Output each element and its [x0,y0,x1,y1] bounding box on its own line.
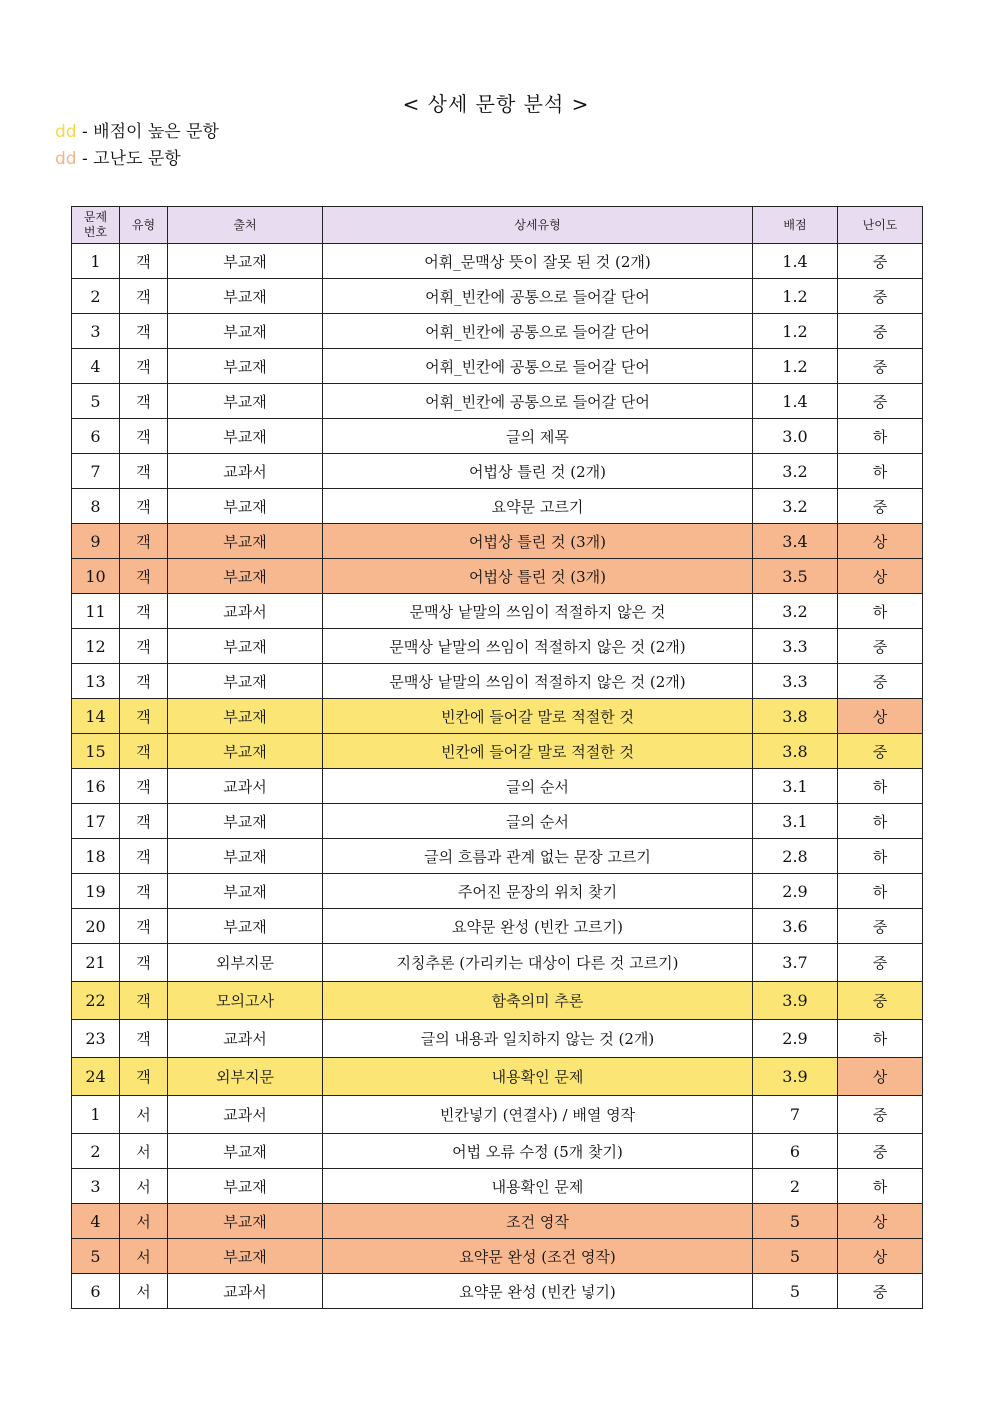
table-row [72,559,923,594]
cell-question-number: 19 [72,874,120,909]
cell-type: 객 [120,559,168,594]
cell-score: 2.8 [753,839,838,874]
cell-source: 모의고사 [168,982,323,1020]
cell-type: 서 [120,1204,168,1239]
cell-question-number: 17 [72,804,120,839]
cell-score: 5 [753,1204,838,1239]
cell-question-number: 15 [72,734,120,769]
cell-difficulty: 중 [838,909,923,944]
cell-detail-type: 글의 흐름과 관계 없는 문장 고르기 [323,839,753,874]
cell-question-number: 22 [72,982,120,1020]
cell-source: 부교재 [168,839,323,874]
cell-question-number: 20 [72,909,120,944]
cell-score: 3.9 [753,982,838,1020]
cell-question-number: 3 [72,314,120,349]
cell-detail-type: 지칭추론 (가리키는 대상이 다른 것 고르기) [323,944,753,982]
legend-text-high-score: - 배점이 높은 문항 [76,122,219,142]
cell-source: 교과서 [168,1020,323,1058]
header-detail-type: 상세유형 [323,207,753,244]
table-row [72,244,923,279]
cell-score: 5 [753,1239,838,1274]
cell-source: 교과서 [168,1274,323,1309]
cell-type: 객 [120,1058,168,1096]
cell-question-number: 16 [72,769,120,804]
cell-detail-type: 빈칸넣기 (연결사) / 배열 영작 [323,1096,753,1134]
cell-difficulty: 하 [838,1020,923,1058]
cell-difficulty: 중 [838,982,923,1020]
table-row [72,1020,923,1058]
table-row [72,944,923,982]
table-row [72,1204,923,1239]
table-row [72,1134,923,1169]
cell-score: 1.2 [753,279,838,314]
cell-detail-type: 빈칸에 들어갈 말로 적절한 것 [323,734,753,769]
cell-type: 객 [120,769,168,804]
cell-question-number: 10 [72,559,120,594]
table-row [72,314,923,349]
cell-detail-type: 문맥상 낱말의 쓰임이 적절하지 않은 것 [323,594,753,629]
cell-type: 서 [120,1169,168,1204]
header-score: 배점 [753,207,838,244]
table-body [72,244,923,1309]
cell-source: 부교재 [168,279,323,314]
cell-difficulty: 상 [838,1204,923,1239]
cell-type: 객 [120,909,168,944]
header-difficulty: 난이도 [838,207,923,244]
table-row [72,699,923,734]
table-row [72,1274,923,1309]
cell-difficulty: 중 [838,384,923,419]
cell-difficulty: 중 [838,629,923,664]
cell-detail-type: 어법상 틀린 것 (2개) [323,454,753,489]
cell-detail-type: 글의 순서 [323,804,753,839]
table-row [72,874,923,909]
cell-score: 6 [753,1134,838,1169]
cell-question-number: 5 [72,384,120,419]
cell-detail-type: 어법 오류 수정 (5개 찾기) [323,1134,753,1169]
cell-detail-type: 빈칸에 들어갈 말로 적절한 것 [323,699,753,734]
cell-source: 부교재 [168,874,323,909]
table-row [72,349,923,384]
cell-score: 3.7 [753,944,838,982]
cell-difficulty: 하 [838,874,923,909]
cell-score: 5 [753,1274,838,1309]
table-row [72,734,923,769]
cell-type: 객 [120,454,168,489]
cell-difficulty: 하 [838,804,923,839]
table-row [72,664,923,699]
cell-detail-type: 문맥상 낱말의 쓰임이 적절하지 않은 것 (2개) [323,664,753,699]
cell-type: 객 [120,839,168,874]
cell-score: 1.2 [753,314,838,349]
cell-source: 교과서 [168,594,323,629]
cell-type: 객 [120,874,168,909]
cell-score: 3.8 [753,699,838,734]
cell-difficulty: 중 [838,314,923,349]
cell-type: 객 [120,279,168,314]
cell-score: 1.4 [753,384,838,419]
cell-difficulty: 상 [838,1239,923,1274]
cell-detail-type: 어휘_문맥상 뜻이 잘못 된 것 (2개) [323,244,753,279]
header-question-number: 문제 번호 [72,207,120,244]
cell-score: 3.3 [753,629,838,664]
cell-detail-type: 문맥상 낱말의 쓰임이 적절하지 않은 것 (2개) [323,629,753,664]
table-row [72,1239,923,1274]
cell-question-number: 13 [72,664,120,699]
cell-detail-type: 글의 내용과 일치하지 않는 것 (2개) [323,1020,753,1058]
cell-question-number: 5 [72,1239,120,1274]
cell-question-number: 18 [72,839,120,874]
cell-difficulty: 중 [838,944,923,982]
cell-question-number: 4 [72,1204,120,1239]
cell-score: 3.1 [753,804,838,839]
cell-difficulty: 중 [838,664,923,699]
cell-detail-type: 글의 순서 [323,769,753,804]
cell-source: 외부지문 [168,1058,323,1096]
cell-difficulty: 중 [838,1134,923,1169]
cell-question-number: 4 [72,349,120,384]
cell-source: 부교재 [168,559,323,594]
cell-detail-type: 어법상 틀린 것 (3개) [323,559,753,594]
cell-difficulty: 상 [838,699,923,734]
cell-score: 7 [753,1096,838,1134]
cell-question-number: 23 [72,1020,120,1058]
cell-type: 객 [120,804,168,839]
cell-difficulty: 중 [838,489,923,524]
cell-type: 객 [120,314,168,349]
cell-type: 객 [120,664,168,699]
cell-question-number: 21 [72,944,120,982]
cell-score: 2 [753,1169,838,1204]
cell-question-number: 11 [72,594,120,629]
table-row [72,839,923,874]
cell-question-number: 6 [72,1274,120,1309]
table-row [72,769,923,804]
cell-detail-type: 어휘_빈칸에 공통으로 들어갈 단어 [323,279,753,314]
cell-difficulty: 중 [838,1274,923,1309]
table-header-row [72,207,923,244]
cell-source: 부교재 [168,244,323,279]
cell-source: 교과서 [168,1096,323,1134]
cell-difficulty: 하 [838,1169,923,1204]
cell-detail-type: 어휘_빈칸에 공통으로 들어갈 단어 [323,349,753,384]
cell-type: 객 [120,734,168,769]
cell-detail-type: 요약문 완성 (빈칸 넣기) [323,1274,753,1309]
cell-source: 부교재 [168,489,323,524]
cell-difficulty: 하 [838,769,923,804]
cell-score: 3.0 [753,419,838,454]
cell-type: 서 [120,1134,168,1169]
cell-source: 부교재 [168,664,323,699]
table-row [72,419,923,454]
item-analysis-table [71,206,923,1309]
cell-detail-type: 주어진 문장의 위치 찾기 [323,874,753,909]
cell-type: 객 [120,489,168,524]
table-row [72,489,923,524]
table-row [72,804,923,839]
cell-score: 2.9 [753,874,838,909]
header-type: 유형 [120,207,168,244]
cell-detail-type: 함축의미 추론 [323,982,753,1020]
cell-difficulty: 중 [838,1096,923,1134]
cell-difficulty: 중 [838,244,923,279]
cell-score: 3.3 [753,664,838,699]
cell-source: 부교재 [168,1239,323,1274]
cell-score: 3.1 [753,769,838,804]
cell-type: 서 [120,1096,168,1134]
cell-source: 교과서 [168,454,323,489]
cell-score: 3.8 [753,734,838,769]
cell-detail-type: 요약문 완성 (빈칸 고르기) [323,909,753,944]
cell-detail-type: 글의 제목 [323,419,753,454]
cell-score: 3.4 [753,524,838,559]
cell-source: 부교재 [168,314,323,349]
cell-source: 부교재 [168,734,323,769]
cell-source: 부교재 [168,419,323,454]
legend-swatch-high-score: dd [55,122,77,142]
cell-question-number: 2 [72,279,120,314]
table-row [72,594,923,629]
cell-type: 객 [120,982,168,1020]
legend-swatch-high-difficulty: dd [55,149,77,169]
cell-source: 부교재 [168,349,323,384]
cell-type: 객 [120,384,168,419]
cell-type: 객 [120,419,168,454]
cell-source: 부교재 [168,804,323,839]
cell-type: 객 [120,944,168,982]
table-row [72,629,923,664]
cell-question-number: 1 [72,244,120,279]
cell-score: 1.4 [753,244,838,279]
cell-question-number: 14 [72,699,120,734]
cell-type: 객 [120,629,168,664]
cell-detail-type: 내용확인 문제 [323,1058,753,1096]
page-title: < 상세 문항 분석 > [402,92,590,116]
cell-score: 2.9 [753,1020,838,1058]
cell-question-number: 3 [72,1169,120,1204]
cell-difficulty: 하 [838,594,923,629]
cell-question-number: 12 [72,629,120,664]
cell-detail-type: 어휘_빈칸에 공통으로 들어갈 단어 [323,314,753,349]
cell-score: 1.2 [753,349,838,384]
cell-type: 객 [120,349,168,384]
cell-type: 객 [120,594,168,629]
cell-question-number: 1 [72,1096,120,1134]
cell-score: 3.9 [753,1058,838,1096]
cell-source: 부교재 [168,699,323,734]
cell-type: 객 [120,244,168,279]
cell-question-number: 9 [72,524,120,559]
cell-question-number: 7 [72,454,120,489]
table-row [72,909,923,944]
cell-source: 부교재 [168,1204,323,1239]
cell-type: 서 [120,1274,168,1309]
cell-difficulty: 하 [838,454,923,489]
table-row [72,982,923,1020]
cell-source: 부교재 [168,629,323,664]
header-source: 출처 [168,207,323,244]
cell-detail-type: 내용확인 문제 [323,1169,753,1204]
cell-score: 3.5 [753,559,838,594]
cell-detail-type: 어법상 틀린 것 (3개) [323,524,753,559]
cell-source: 외부지문 [168,944,323,982]
cell-difficulty: 상 [838,1058,923,1096]
cell-difficulty: 하 [838,419,923,454]
legend-text-high-difficulty: - 고난도 문항 [76,149,181,169]
cell-difficulty: 하 [838,839,923,874]
cell-source: 부교재 [168,524,323,559]
cell-detail-type: 조건 영작 [323,1204,753,1239]
table-row [72,384,923,419]
legend-high-score [55,117,219,142]
cell-score: 3.2 [753,489,838,524]
cell-source: 부교재 [168,1169,323,1204]
cell-question-number: 24 [72,1058,120,1096]
cell-score: 3.6 [753,909,838,944]
cell-type: 객 [120,524,168,559]
cell-question-number: 8 [72,489,120,524]
cell-difficulty: 중 [838,279,923,314]
table-row [72,1096,923,1134]
table-row [72,1058,923,1096]
cell-source: 부교재 [168,909,323,944]
cell-detail-type: 어휘_빈칸에 공통으로 들어갈 단어 [323,384,753,419]
cell-question-number: 6 [72,419,120,454]
cell-detail-type: 요약문 고르기 [323,489,753,524]
cell-question-number: 2 [72,1134,120,1169]
cell-type: 서 [120,1239,168,1274]
cell-score: 3.2 [753,594,838,629]
legend-high-difficulty [55,144,181,169]
cell-type: 객 [120,1020,168,1058]
cell-difficulty: 중 [838,349,923,384]
table-row [72,279,923,314]
cell-type: 객 [120,699,168,734]
cell-source: 부교재 [168,1134,323,1169]
cell-source: 교과서 [168,769,323,804]
cell-difficulty: 상 [838,524,923,559]
cell-detail-type: 요약문 완성 (조건 영작) [323,1239,753,1274]
table-row [72,1169,923,1204]
table-row [72,524,923,559]
cell-score: 3.2 [753,454,838,489]
cell-source: 부교재 [168,384,323,419]
cell-difficulty: 상 [838,559,923,594]
cell-difficulty: 중 [838,734,923,769]
table-row [72,454,923,489]
